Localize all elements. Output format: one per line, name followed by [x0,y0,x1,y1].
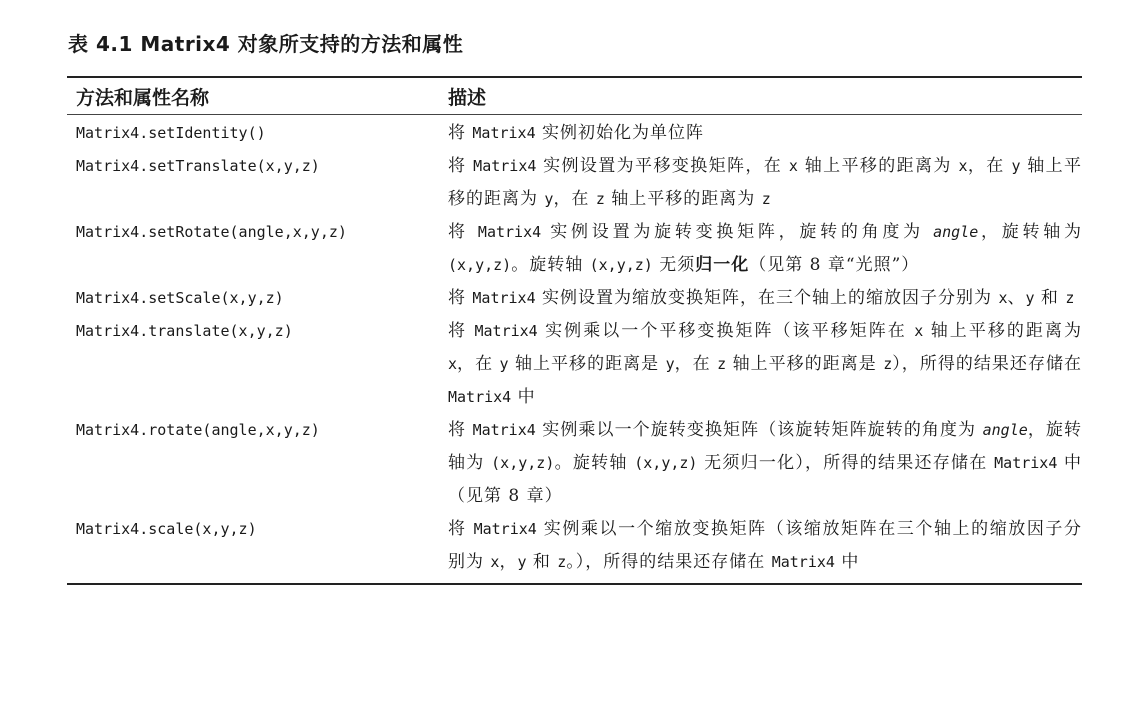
table-header [67,78,1082,114]
description-cell: 将 Matrix4 实例乘以一个旋转变换矩阵（该旋转矩阵旋转的角度为 angle，旋转轴为 (x,y,z)。旋转轴 (x,y,z) 无须归一化），所得的结果还存储在 Matrix4 中（见第 8 章） [448,420,1083,506]
method-cell: Matrix4.setTranslate(x,y,z) [76,157,320,175]
table-row [67,117,1082,150]
header-method-name: 方法和属性名称 [76,86,210,109]
method-cell: Matrix4.translate(x,y,z) [76,322,293,340]
method-cell: Matrix4.setIdentity() [76,124,266,142]
description-cell: 将 Matrix4 实例乘以一个缩放变换矩阵（该缩放矩阵在三个轴上的缩放因子分别为 x，y 和 z。），所得的结果还存储在 Matrix4 中 [448,519,1083,572]
description-cell: 将 Matrix4 实例初始化为单位阵 [448,123,705,143]
table-row [67,513,1082,579]
method-cell: Matrix4.rotate(angle,x,y,z) [76,421,320,439]
description-cell: 将 Matrix4 实例设置为缩放变换矩阵，在三个轴上的缩放因子分别为 x、y 和 z [448,288,1075,308]
table-bottom-rule [67,583,1082,585]
description-cell: 将 Matrix4 实例设置为旋转变换矩阵，旋转的角度为 angle，旋转轴为 (x,y,z)。旋转轴 (x,y,z) 无须归一化（见第 8 章“光照”） [448,222,1083,275]
method-cell: Matrix4.setRotate(angle,x,y,z) [76,223,347,241]
method-cell: Matrix4.setScale(x,y,z) [76,289,284,307]
header-description: 描述 [448,86,487,109]
table-row [67,282,1082,315]
description-cell: 将 Matrix4 实例设置为平移变换矩阵，在 x 轴上平移的距离为 x，在 y 轴上平移的距离为 y，在 z 轴上平移的距离为 z [448,156,1083,209]
table-caption: 表 4.1 Matrix4 对象所支持的方法和属性 [68,32,464,56]
method-cell: Matrix4.scale(x,y,z) [76,520,257,538]
methods-table [67,76,1082,585]
table-header-rule [67,114,1082,115]
table-row [67,414,1082,513]
description-cell: 将 Matrix4 实例乘以一个平移变换矩阵（该平移矩阵在 x 轴上平移的距离为 x，在 y 轴上平移的距离是 y，在 z 轴上平移的距离是 z），所得的结果还存储在 Matrix4 中 [448,321,1083,407]
table-row [67,315,1082,414]
table-row [67,150,1082,216]
table-row [67,216,1082,282]
